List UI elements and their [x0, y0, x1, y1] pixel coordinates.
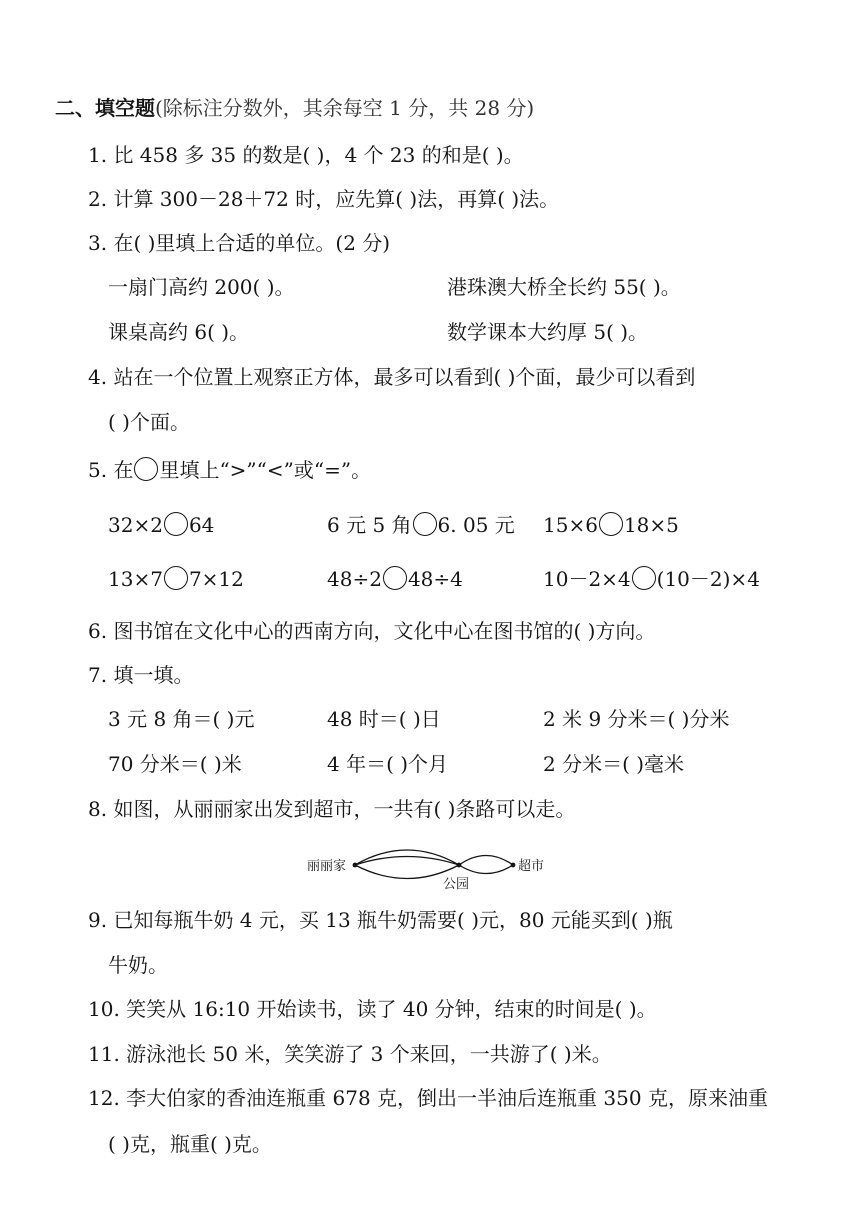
compare-item — [543, 511, 679, 539]
compare-circle-icon — [413, 512, 437, 536]
question-6: 6. 图书馆在文化中心的西南方向，文化中心在图书馆的( )方向。 — [88, 619, 656, 643]
question-1: 1. 比 458 多 35 的数是( )，4 个 23 的和是( )。 — [88, 143, 524, 167]
compare-circle-icon — [632, 566, 656, 590]
question-5-suffix: 里填上“>”“<”或“=”。 — [159, 458, 372, 482]
fill-item: 70 分米＝( )米 — [108, 752, 242, 776]
question-5 — [88, 456, 371, 484]
question-3-item-4: 数学课本大约厚 5( )。 — [447, 320, 649, 344]
question-9-line-1: 9. 已知每瓶牛奶 4 元，买 13 瓶牛奶需要( )元，80 元能买到( )瓶 — [88, 908, 673, 932]
compare-circle-icon — [383, 566, 407, 590]
question-4-line-2: ( )个面。 — [108, 410, 190, 434]
fill-item: 2 米 9 分米＝( )分米 — [543, 707, 730, 731]
question-3: 3. 在( )里填上合适的单位。(2 分) — [88, 231, 391, 255]
compare-right: 64 — [188, 513, 215, 537]
diagram-label-start: 丽丽家 — [307, 859, 347, 874]
compare-left: 13×7 — [108, 567, 163, 591]
compare-item — [108, 565, 244, 593]
question-3-item-1: 一扇门高约 200( )。 — [108, 275, 295, 299]
compare-circle-icon — [164, 512, 188, 536]
path-arc-5 — [459, 865, 513, 874]
question-3-item-2: 港珠澳大桥全长约 55( )。 — [447, 275, 681, 299]
compare-circle-icon — [134, 457, 158, 481]
end-dot — [511, 863, 516, 868]
compare-right: 7×12 — [188, 567, 244, 591]
path-arc-1 — [355, 850, 459, 865]
compare-right: 48÷4 — [407, 567, 463, 591]
fill-item: 3 元 8 角＝( )元 — [108, 707, 255, 731]
compare-item — [108, 511, 214, 539]
route-diagram — [303, 840, 563, 896]
fill-item: 4 年＝( )个月 — [327, 752, 449, 776]
compare-circle-icon — [599, 512, 623, 536]
section-heading: 二、填空题 — [55, 96, 155, 120]
section-note: (除标注分数外，其余每空 1 分，共 28 分) — [155, 96, 535, 120]
section-title — [55, 94, 534, 122]
compare-left: 32×2 — [108, 513, 163, 537]
fill-item: 2 分米＝( )毫米 — [543, 752, 685, 776]
question-11: 11. 游泳池长 50 米，笑笑游了 3 个来回，一共游了( )米。 — [88, 1042, 612, 1066]
question-2: 2. 计算 300－28＋72 时，应先算( )法，再算( )法。 — [88, 187, 560, 211]
compare-right: (10－2)×4 — [656, 567, 760, 591]
compare-left: 6 元 5 角 — [327, 513, 412, 537]
diagram-label-middle: 公园 — [443, 877, 470, 892]
question-10: 10. 笑笑从 16:10 开始读书，读了 40 分钟，结束的时间是( )。 — [88, 997, 657, 1021]
question-12-line-1: 12. 李大伯家的香油连瓶重 678 克，倒出一半油后连瓶重 350 克，原来油重 — [88, 1086, 768, 1110]
question-9-line-2: 牛奶。 — [108, 953, 168, 977]
fill-item: 48 时＝( )日 — [327, 707, 441, 731]
compare-circle-icon — [164, 566, 188, 590]
compare-item — [327, 565, 463, 593]
diagram-label-end: 超市 — [518, 859, 545, 874]
question-7: 7. 填一填。 — [88, 663, 194, 687]
compare-item — [543, 565, 760, 593]
compare-left: 10－2×4 — [543, 567, 631, 591]
question-3-item-3: 课桌高约 6( )。 — [108, 320, 250, 344]
compare-right: 6. 05 元 — [437, 513, 515, 537]
path-arc-4 — [459, 856, 513, 866]
compare-left: 48÷2 — [327, 567, 382, 591]
compare-item — [327, 511, 515, 539]
question-4-line-1: 4. 站在一个位置上观察正方体，最多可以看到( )个面，最少可以看到 — [88, 365, 696, 389]
compare-left: 15×6 — [543, 513, 598, 537]
question-5-prefix: 5. 在 — [88, 458, 134, 482]
compare-right: 18×5 — [623, 513, 679, 537]
question-12-line-2: ( )克，瓶重( )克。 — [108, 1132, 272, 1156]
question-8: 8. 如图，从丽丽家出发到超市，一共有( )条路可以走。 — [88, 797, 576, 821]
